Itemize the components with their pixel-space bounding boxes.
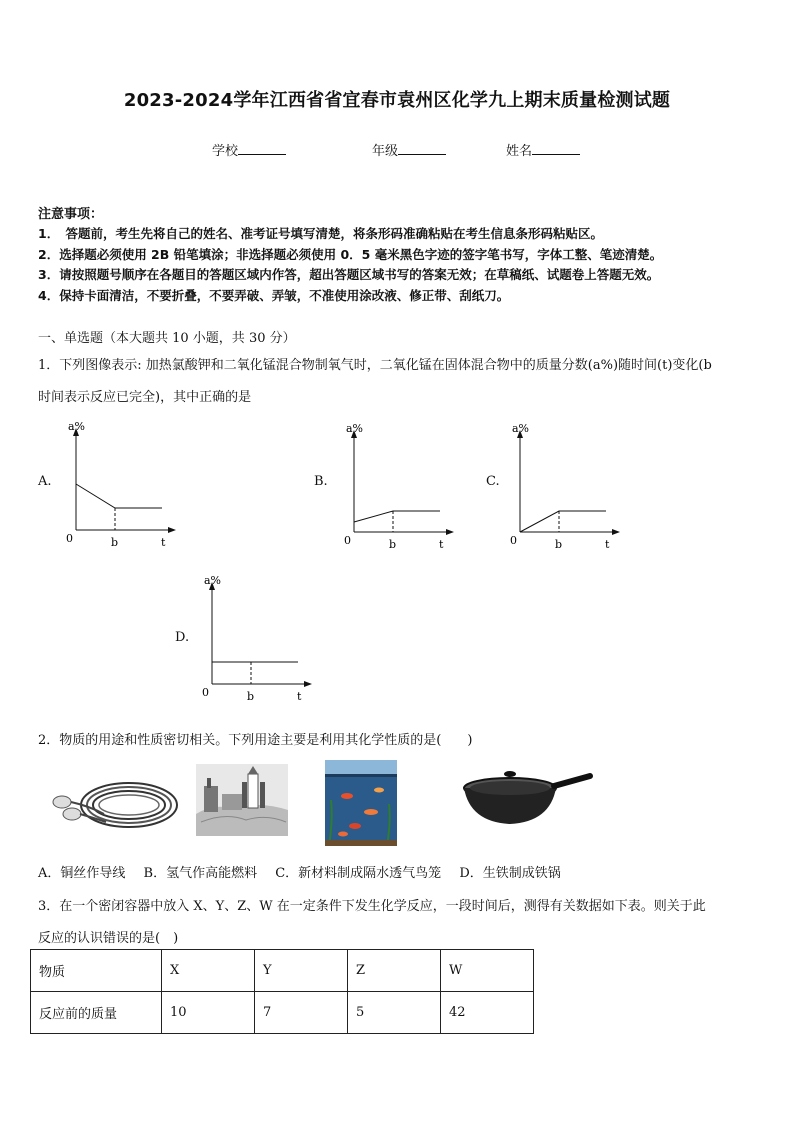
table-cell: X bbox=[162, 950, 255, 992]
table-cell: 物质 bbox=[31, 950, 162, 992]
school-label: 学校 bbox=[212, 144, 239, 159]
table-cell: 7 bbox=[255, 992, 348, 1034]
rocket-launch-image bbox=[196, 764, 288, 836]
table-cell: Y bbox=[255, 950, 348, 992]
notice-item: 1． 答题前，考生先将自己的姓名、准考证号填写清楚，将条形码准确粘贴在考生信息条形码粘贴区。 bbox=[38, 226, 603, 241]
notice-heading: 注意事项： bbox=[38, 207, 104, 222]
b-label: b bbox=[247, 690, 255, 703]
notice-item: 2．选择题必须使用 2B 铅笔填涂；非选择题必须使用 0．5 毫米黑色字迹的签字笔书写，字体工整、笔迹清楚。 bbox=[38, 247, 663, 262]
school-field[interactable] bbox=[212, 140, 286, 159]
table-row bbox=[31, 950, 534, 992]
grade-field[interactable] bbox=[372, 140, 446, 159]
graph-b bbox=[338, 420, 468, 558]
section-heading: 一、单选题（本大题共 10 小题，共 30 分） bbox=[38, 331, 296, 346]
question-1-text-cont: 时间表示反应已完全)，其中正确的是 bbox=[38, 390, 252, 405]
table-cell: 反应前的质量 bbox=[31, 992, 162, 1034]
copper-wire-image bbox=[44, 772, 180, 836]
table-cell: 10 bbox=[162, 992, 255, 1034]
answer-d[interactable]: D．生铁制成铁锅 bbox=[459, 866, 561, 881]
y-axis-label: a% bbox=[346, 422, 364, 435]
origin-label: 0 bbox=[344, 534, 351, 547]
notice-item: 4．保持卡面清洁，不要折叠，不要弄破、弄皱，不准使用涂改液、修正带、刮纸刀。 bbox=[38, 288, 510, 303]
answer-a[interactable]: A．铜丝作导线 bbox=[38, 866, 126, 881]
origin-label: 0 bbox=[510, 534, 517, 547]
graph-a bbox=[60, 418, 190, 556]
notice-item: 3．请按照题号顺序在各题目的答题区域内作答，超出答题区域书写的答案无效；在草稿纸、试题卷上答题无效。 bbox=[38, 267, 660, 282]
question-2-answers bbox=[38, 862, 575, 881]
iron-wok-image bbox=[462, 770, 594, 828]
t-label: t bbox=[161, 536, 166, 549]
origin-label: 0 bbox=[202, 686, 209, 699]
page-title: 2023-2024学年江西省省宜春市袁州区化学九上期末质量检测试题 bbox=[123, 90, 671, 111]
y-axis-label: a% bbox=[512, 422, 530, 435]
graph-d bbox=[196, 572, 326, 710]
table-cell: Z bbox=[348, 950, 441, 992]
option-c-label[interactable]: C. bbox=[486, 474, 500, 489]
name-label: 姓名 bbox=[506, 144, 533, 159]
option-a-label[interactable]: A. bbox=[38, 474, 52, 489]
aquarium-birdcage-image bbox=[325, 760, 397, 846]
table-row bbox=[31, 992, 534, 1034]
question-2-text: 2．物质的用途和性质密切相关。下列用途主要是利用其化学性质的是( ) bbox=[38, 733, 473, 748]
table-cell: 42 bbox=[441, 992, 534, 1034]
table-cell: 5 bbox=[348, 992, 441, 1034]
answer-c[interactable]: C．新材料制成隔水透气鸟笼 bbox=[275, 866, 442, 881]
y-axis-label: a% bbox=[68, 420, 86, 433]
question-1-text: 1．下列图像表示: 加热氯酸钾和二氧化锰混合物制氧气时，二氧化锰在固体混合物中的质量分数(a%)随时间(t)变化(b bbox=[38, 358, 712, 373]
y-axis-label: a% bbox=[204, 574, 222, 587]
answer-b[interactable]: B．氢气作高能燃料 bbox=[143, 866, 258, 881]
t-label: t bbox=[439, 538, 444, 551]
table-cell: W bbox=[441, 950, 534, 992]
b-label: b bbox=[555, 538, 563, 551]
grade-label: 年级 bbox=[372, 144, 399, 159]
question-3-text: 3．在一个密闭容器中放入 X、Y、Z、W 在一定条件下发生化学反应，一段时间后，测得有关数据如下表。则关于此 bbox=[38, 899, 706, 914]
name-field[interactable] bbox=[506, 140, 580, 159]
t-label: t bbox=[605, 538, 610, 551]
b-label: b bbox=[111, 536, 119, 549]
graph-c bbox=[504, 420, 634, 558]
origin-label: 0 bbox=[66, 532, 73, 545]
t-label: t bbox=[297, 690, 302, 703]
option-b-label[interactable]: B. bbox=[314, 474, 328, 489]
mass-data-table bbox=[30, 949, 534, 1034]
b-label: b bbox=[389, 538, 397, 551]
option-d-label[interactable]: D. bbox=[175, 630, 190, 645]
question-3-text-cont: 反应的认识错误的是( ) bbox=[38, 931, 179, 946]
